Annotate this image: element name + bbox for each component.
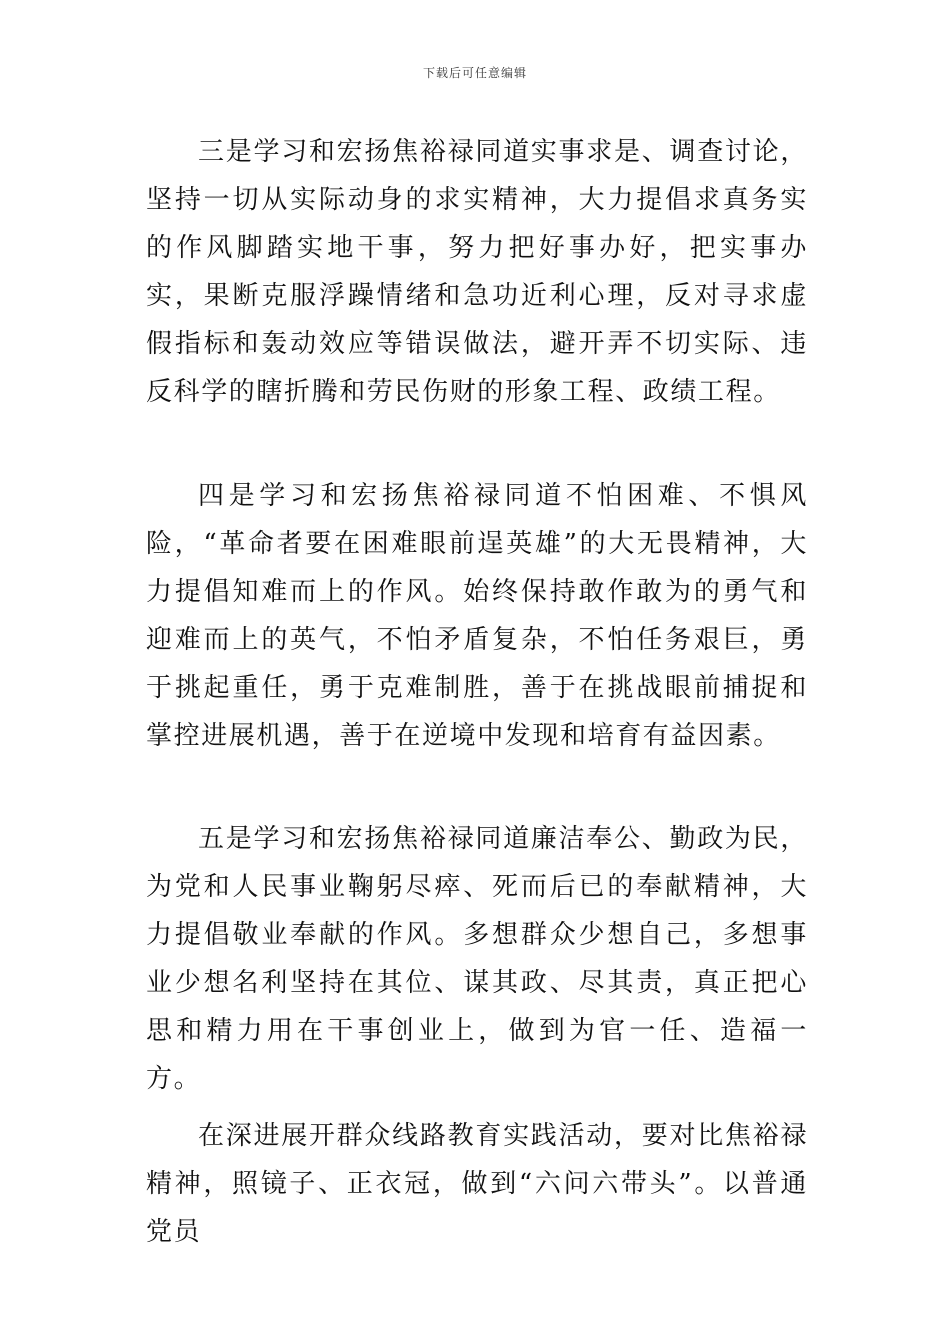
page-header-note: 下载后可任意编辑: [422, 66, 527, 80]
paragraph-three: 三是学习和宏扬焦裕禄同道实事求是、调查讨论，坚持一切从实际动身的求实精神，大力提倡求真务实的作风脚踏实地干事，努力把好事办好，把实事办实，果断克服浮躁情绪和急功近利心理，反对寻求虚假指标和轰动效应等错误做法，避开弄不切实际、违反科学的瞎折腾和劳民伤财的形象工程、政绩工程。: [146, 137, 808, 407]
paragraph-activity: 在深进展开群众线路教育实践活动，要对比焦裕禄精神，照镜子、正衣冠，做到“六问六带头”。以普通党员: [146, 1121, 808, 1247]
paragraph-four: 四是学习和宏扬焦裕禄同道不怕困难、不惧风险，“革命者要在困难眼前逞英雄”的大无畏精神，大力提倡知难而上的作风。始终保持敢作敢为的勇气和迎难而上的英气，不怕矛盾复杂，不怕任务艰巨，勇于挑起重任，勇于克难制胜，善于在挑战眼前捕捉和掌控进展机遇，善于在逆境中发现和培育有益因素。: [146, 481, 808, 751]
paragraph-five: 五是学习和宏扬焦裕禄同道廉洁奉公、勤政为民，为党和人民事业鞠躬尽瘁、死而后已的奉献精神，大力提倡敬业奉献的作风。多想群众少想自己，多想事业少想名利坚持在其位、谋其政、尽其责，真正把心思和精力用在干事创业上，做到为官一任、造福一方。: [146, 824, 808, 1094]
